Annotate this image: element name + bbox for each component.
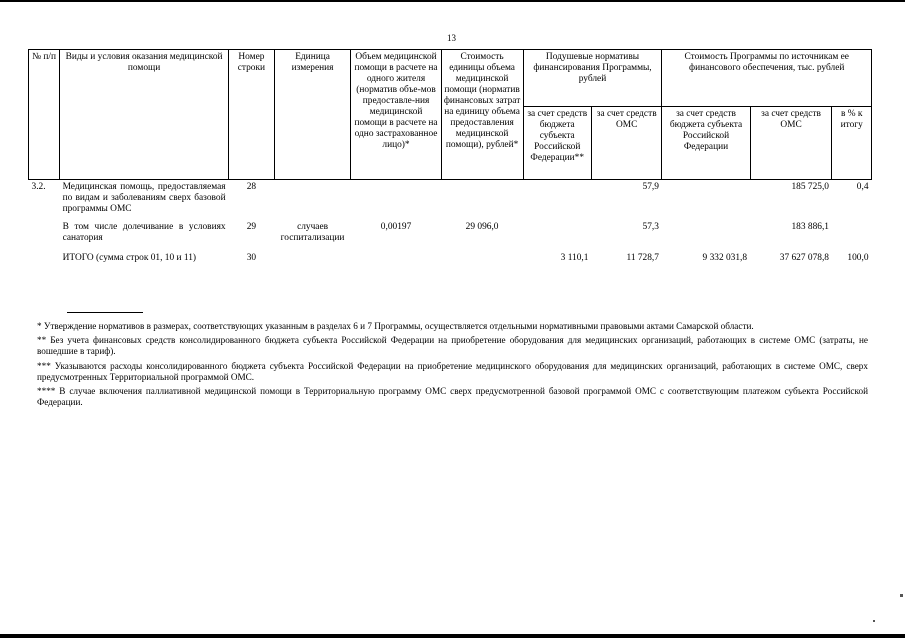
cell-program-budget [662,180,750,222]
cell-cost [441,252,523,265]
footnote-2: ** Без учета финансовых средств консолидированного бюджета субъекта Российской Федерации на приобретение оборудования для медицинских организаций, работающих в системе ОМС (затраты, не вошедшие в тариф). [37,335,868,357]
financing-table [28,49,872,265]
cell-program-oms: 183 886,1 [791,222,829,232]
cell-unit [274,180,351,222]
cell-program-budget [662,221,750,252]
header-cost: Стоимость единицы объема медицинской помощи (норматив финансовых затрат на единицу объема предоставления медицинской помощи), рублей* [441,50,523,180]
header-num: № п/п [29,50,60,180]
header-per-capita-group: Подушевые нормативы финансирования Программы, рублей [523,50,662,107]
page-number: 13 [447,33,456,43]
cell-per-capita-budget [523,221,591,252]
cell-per-capita-oms: 11 728,7 [626,253,659,263]
header-program-group: Стоимость Программы по источникам ее финансового обеспечения, тыс. рублей [662,50,872,107]
cell-per-capita-oms: 57,3 [642,222,659,232]
cell-desc: В том числе долечивание в условиях санатория [62,222,226,243]
cell-unit: случаев госпитализации [280,222,345,243]
table-header [29,50,872,180]
cell-volume [351,252,441,265]
cell-program-oms: 37 627 078,8 [779,253,829,263]
header-per-capita-oms: за счет средств ОМС [591,107,662,180]
header-program-oms: за счет средств ОМС [750,107,832,180]
cell-num [29,221,60,252]
header-types: Виды и условия оказания медицинской помощи [60,50,229,180]
cell-volume [351,180,441,222]
cell-program-pct: 0,4 [832,180,872,222]
scan-speck [873,620,875,622]
header-unit: Единица измерения [274,50,351,180]
cell-unit [274,252,351,265]
footnote-3: *** Указываются расходы консолидированного бюджета субъекта Российской Федерации на приобретение медицинского оборудования для медицинских организаций, работающих в системе ОМС, сверх предусмотренных Территориальной программой ОМС. [37,360,868,382]
footnote-separator [67,312,143,313]
header-per-capita-budget: за счет средств бюджета субъекта Российской Федерации** [523,107,591,180]
cell-cost: 29 096,0 [465,222,499,232]
scan-top-border [0,0,905,2]
cell-num [29,252,60,265]
scan-bottom-border [0,634,905,638]
cell-per-capita-oms: 57,9 [591,180,662,222]
cell-row: 30 [246,253,257,263]
cell-per-capita-budget: 3 110,1 [560,253,589,263]
cell-per-capita-budget [523,180,591,222]
header-program-budget: за счет средств бюджета субъекта Российской Федерации [662,107,750,180]
table-body [29,180,872,266]
footnote-1: * Утверждение нормативов в размерах, соответствующих указанным в разделах 6 и 7 Программы, осуществляется отдельными нормативными правовыми актами Самарской области. [37,321,754,331]
cell-program-pct: 100,0 [847,253,869,263]
cell-program-pct [832,221,872,252]
scan-speck [900,594,903,597]
header-row: Номер строки [229,50,275,180]
table-row [29,180,872,222]
table-row-total [29,252,872,265]
cell-program-oms: 185 725,0 [750,180,832,222]
cell-desc: Медицинская помощь, предоставляемая по видам и заболеваниям сверх базовой программы ОМС [60,180,229,222]
cell-cost [441,180,523,222]
header-volume: Объем медицинской помощи в расчете на одного жителя (норматив объе-мов предоставле-ния медицинской помощи в расчете на одно застрахованное лицо)* [351,50,441,180]
header-program-pct: в % к итогу [832,107,872,180]
table-row [29,221,872,252]
cell-desc: ИТОГО (сумма строк 01, 10 и 11) [62,253,197,263]
cell-row: 28 [229,180,275,222]
footnote-4: **** В случае включения паллиативной медицинской помощи в Территориальную программу ОМС сверх предусмотренной базовой программой ОМС с соответствующим платежом субъекта Российской Федерации. [37,386,868,408]
cell-row: 29 [246,222,257,232]
cell-num: 3.2. [29,180,60,222]
footnotes [37,321,868,411]
cell-program-budget: 9 332 031,8 [702,253,748,263]
cell-volume: 0,00197 [380,222,412,232]
